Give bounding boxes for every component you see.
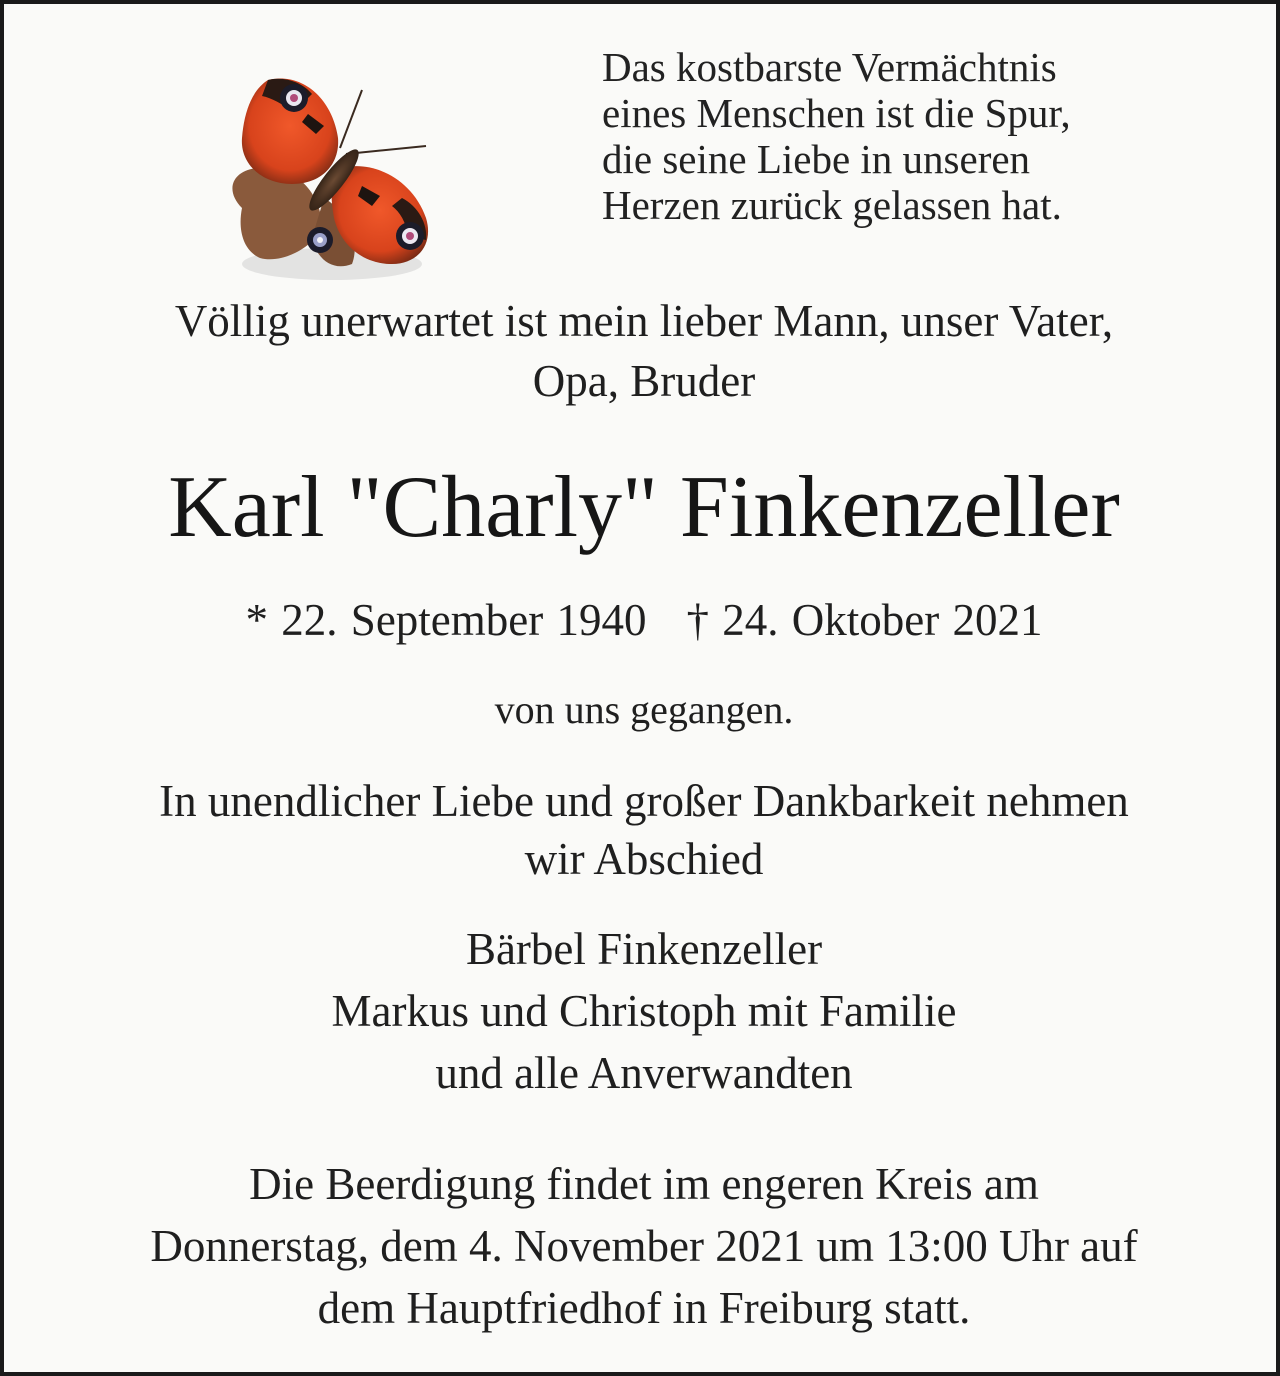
- quote-line: Das kostbarste Vermächtnis: [602, 44, 1057, 90]
- mourner-name: und alle Anverwandten: [435, 1048, 853, 1098]
- memorial-quote: [602, 44, 1071, 228]
- funeral-line-3: dem Hauptfriedhof in Freiburg statt.: [317, 1283, 971, 1333]
- quote-line: eines Menschen ist die Spur,: [602, 90, 1071, 136]
- intro-line-2: Opa, Bruder: [532, 356, 756, 406]
- death-date: † 24. Oktober 2021: [686, 595, 1043, 645]
- farewell-line-1: In unendlicher Liebe und großer Dankbarkeit nehmen: [159, 776, 1129, 826]
- mourner-name: Markus und Christoph mit Familie: [331, 986, 957, 1036]
- funeral-line-1: Die Beerdigung findet im engeren Kreis am: [249, 1159, 1039, 1209]
- farewell-line-2: wir Abschied: [524, 834, 764, 884]
- passed-text: von uns gegangen.: [494, 687, 794, 732]
- birth-date: * 22. September 1940: [245, 595, 647, 645]
- peacock-butterfly-icon: [212, 68, 448, 288]
- deceased-name: Karl "Charly" Finkenzeller: [168, 459, 1120, 556]
- funeral-line-2: Donnerstag, dem 4. November 2021 um 13:00 Uhr auf: [150, 1221, 1138, 1271]
- quote-line: die seine Liebe in unseren: [602, 136, 1031, 182]
- life-dates: [4, 592, 1280, 648]
- intro-line-1: Völlig unerwartet ist mein lieber Mann, unser Vater,: [174, 296, 1114, 346]
- mourner-name: Bärbel Finkenzeller: [465, 924, 823, 974]
- quote-line: Herzen zurück gelassen hat.: [602, 182, 1062, 228]
